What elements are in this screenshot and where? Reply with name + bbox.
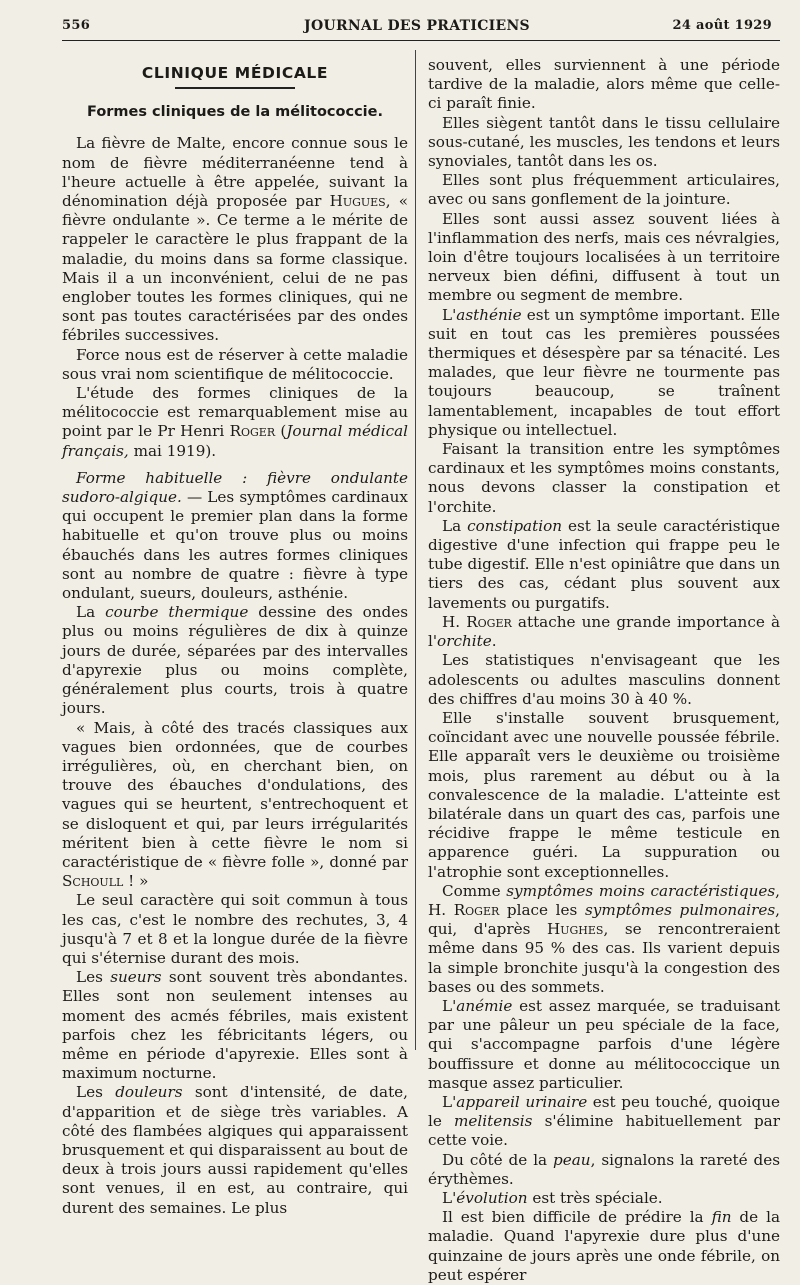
paragraph: Elles sont aussi assez souvent liées à l'inflammation des nerfs, mais ces névralgies, loin d'être toujours localisées à un territoire nerveux bien défini, diffusent à tout un membre ou segment de membre.: [428, 209, 780, 305]
author-name: Roger: [453, 900, 500, 919]
paragraph: Forme habituelle : fièvre ondulante sudoro-algique. — Les symptômes cardinaux qui occupent le premier plan dans la forme habituelle et qu'on trouve plus ou moins ébauchés dans les autres formes cliniques sont au nombre de quatre : fièvre à type ondulant, sueurs, douleurs, asthénie.: [62, 468, 408, 603]
paragraph: Elles sont plus fréquemment articulaires, avec ou sans gonflement de la jointure.: [428, 171, 780, 209]
paragraph: Elle s'installe souvent brusquement, coïncidant avec une nouvelle poussée fébrile. Elle apparaît vers le deuxième ou troisième mois, plus rarement au début ou à la convalescence de la maladie. L'atteinte est bilatérale dans un quart des cas, parfois une récidive frappe le même testicule en apparence guéri. La suppuration ou l'atrophie sont exceptionnelles.: [428, 708, 780, 881]
paragraph: La courbe thermique dessine des ondes plus ou moins régulières de dix à quinze jours de durée, séparées par des intervalles d'apyrexie plus ou moins complète, généralement plus courts, trois à quatre jours.: [62, 603, 409, 718]
author-name: Roger: [466, 612, 512, 631]
paragraph: Elles siègent tantôt dans le tissu cellulaire sous-cutané, les muscles, les tendons et leurs synoviales, tantôt dans les os.: [428, 113, 780, 171]
paragraph: Du côté de la peau, signalons la rareté des érythèmes.: [428, 1150, 780, 1188]
column-divider: [415, 50, 416, 1050]
paragraph: Il est bien difficile de prédire la fin de la maladie. Quand l'apyrexie dure plus d'une quinzaine de jours après une onde fébrile, on peut espérer: [428, 1208, 780, 1284]
page-header: [62, 18, 772, 40]
paragraph: Les statistiques n'envisageant que les adolescents ou adultes masculins donnent des chiffres d'au moins 30 à 40 %.: [428, 651, 780, 708]
paragraph: L'évolution est très spéciale.: [442, 1188, 663, 1207]
paragraph: L'appareil urinaire est peu touché, quoique le melitensis s'élimine habituellement par cette voie.: [428, 1092, 780, 1150]
header-rule: [62, 40, 780, 41]
paragraph: Les douleurs sont d'intensité, de date, d'apparition et de siège très variables. A côté des flambées algiques qui apparaissent brusquement et qui disparaissent au bout de deux à trois jours aussi rapidement qu'elles sont venues, il en est, au contraire, qui durent des semaines. Le plus: [62, 1083, 408, 1217]
page-number: 556: [62, 18, 91, 33]
title-rule: [175, 87, 295, 89]
paragraph: L'étude des formes cliniques de la mélitococcie est remarquablement mise au point par le Pr Henri Roger (Journal médical français, mai 1919).: [62, 384, 408, 460]
paragraph: La fièvre de Malte, encore connue sous le nom de fièvre méditerranéenne tend à l'heure actuelle à être appelée, suivant la dénomination déjà proposée par Hugues, « fièvre ondulante ». Ce terme a le mérite de rappeler le caractère le plus frappant de la maladie, du moins dans sa forme classique. Mais il a un inconvénient, celui de ne pas englober toutes les formes cliniques, qui ne sont pas toutes caractérisées par des ondes fébriles successives.: [62, 134, 409, 345]
author-name: Schoull: [62, 872, 124, 891]
article-title: Formes cliniques de la mélitococcie.: [87, 104, 383, 121]
author-name: Roger: [229, 422, 276, 441]
author-name: Hugues: [329, 192, 386, 211]
issue-date: 24 août 1929: [672, 18, 772, 33]
paragraph: H. Roger attache une grande importance à l'orchite.: [428, 612, 780, 651]
right-column: [428, 56, 780, 1285]
left-column: [62, 56, 408, 1218]
journal-title: JOURNAL DES PRATICIENS: [304, 18, 530, 34]
paragraph: L'anémie est assez marquée, se traduisant par une pâleur un peu spéciale de la face, qui s'accompagne parfois d'une légère bouffissure et donne au mélitococcique un masque assez particulier.: [428, 996, 780, 1092]
quotation: « Mais, à côté des tracés classiques aux vagues bien ordonnées, que de courbes irrégulières, où, en cherchant bien, on trouve des ébauches d'ondulations, des vagues qui se heurtent, s'entrechoquent et se disloquent et qui, par leurs irrégularités méritent bien à cette fièvre le nom si caractéristique de « fièvre folle », donné par Schoull ! »: [62, 718, 408, 891]
paragraph: Les sueurs sont souvent très abondantes. Elles sont non seulement intenses au moment des acmés fébriles, mais existent parfois chez les fébricitants légers, ou même en période d'apyrexie. Elles sont à maximum nocturne.: [62, 968, 408, 1083]
section-title: CLINIQUE MÉDICALE: [141, 64, 329, 82]
journal-reference: Journal médical français,: [62, 422, 408, 460]
paragraph: La constipation est la seule caractéristique digestive d'une infection qui frappe peu le tube digestif. Elle n'est opiniâtre que dans un tiers des cas, cédant plus souvent aux lavements ou purgatifs.: [428, 516, 781, 612]
paragraph: Force nous est de réserver à cette maladie sous vrai nom scientifique de mélitococcie.: [62, 345, 408, 383]
paragraph: Comme symptômes moins caractéristiques, H. Roger place les symptômes pulmonaires, qui, d'après Hughes, se rencontreraient même dans 95 % des cas. Ils varient depuis la simple bronchite jusqu'à la congestion des bases ou des sommets.: [428, 881, 780, 996]
paragraph: Faisant la transition entre les symptômes cardinaux et les symptômes moins constants, nous devons classer la constipation et l'orchite.: [428, 440, 780, 516]
author-name: Hughes: [546, 920, 604, 939]
paragraph: Le seul caractère qui soit commun à tous les cas, c'est le nombre des rechutes, 3, 4 jusqu'à 7 et 8 et la longue durée de la fièvre qui s'éternise durant des mois.: [62, 891, 408, 967]
paragraph: souvent, elles surviennent à une période tardive de la maladie, alors même que celle-ci paraît finie.: [428, 56, 780, 113]
paragraph: L'asthénie est un symptôme important. Elle suit en tout cas les premières poussées thermiques et désespère par sa ténacité. Les malades, que leur fièvre ne tourmente pas toujours beaucoup, se traînent lamentablement, incapables de tout effort physique ou intellectuel.: [428, 305, 780, 439]
subheading: Forme habituelle : fièvre ondulante sudoro-algique.: [62, 468, 408, 507]
